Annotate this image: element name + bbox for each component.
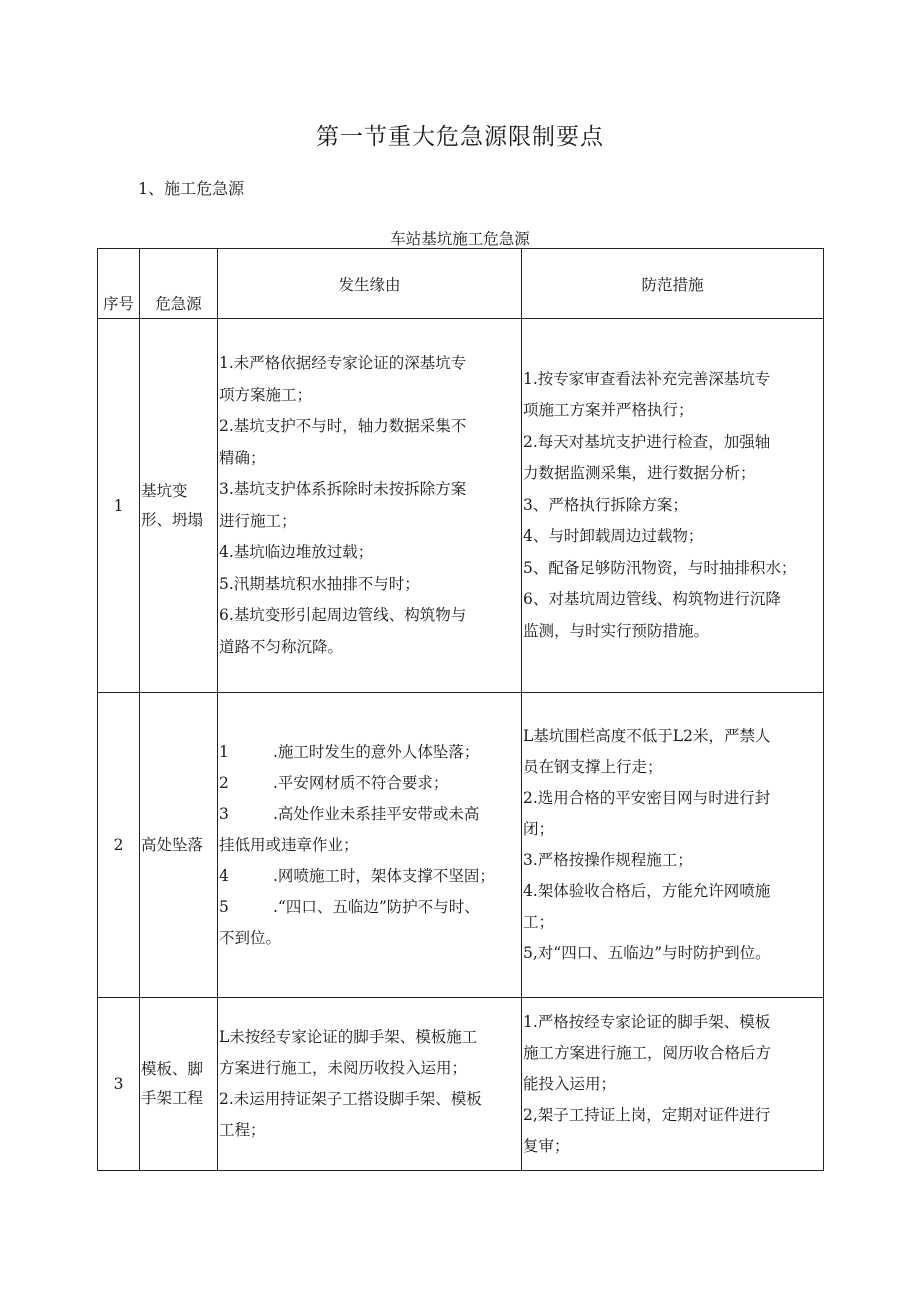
measure-line: 2.每天对基坑支护进行检查，加强轴 xyxy=(523,432,771,451)
measure-line: 5,对“四口、五临边”与时防护到位。 xyxy=(523,944,771,962)
cause-line xyxy=(219,861,520,892)
measure-line: 能投入运用； xyxy=(523,1074,617,1093)
cause-line: 方案进行施工，未阅历收投入运用； xyxy=(219,1059,468,1077)
row-measures xyxy=(522,319,824,693)
measure-line: 工； xyxy=(523,913,555,931)
cause-number: 1 xyxy=(219,742,229,761)
header-index: 序号 xyxy=(98,249,140,319)
cause-line: 进行施工； xyxy=(219,511,297,530)
cause-line: 2.基坑支护不与时，轴力数据采集不 xyxy=(219,417,467,435)
cause-line: 精确； xyxy=(219,448,266,467)
source-line: 高处坠落 xyxy=(141,835,204,854)
measure-line: 施工方案进行施工，阅历收合格后方 xyxy=(523,1043,772,1062)
table-caption: 车站基坑施工危急源 xyxy=(390,230,530,248)
measure-line: 2,架子工持证上岗，定期对证件进行 xyxy=(523,1105,771,1124)
measure-line: 1.按专家审查看法补充完善深基坑专 xyxy=(523,369,771,388)
measure-line: 6、对基坑周边管线、构筑物进行沉降 xyxy=(523,590,781,609)
row-cause xyxy=(218,998,522,1171)
section-heading: 1、施工危急源 xyxy=(138,179,245,198)
table-header-row xyxy=(98,249,824,319)
row-source xyxy=(140,319,218,693)
cause-number: 2 xyxy=(219,773,229,792)
measure-line: 项施工方案并严格执行； xyxy=(523,401,694,420)
cause-line xyxy=(219,737,520,768)
cause-number: 3 xyxy=(219,804,229,823)
row-source xyxy=(140,693,218,998)
row-measures xyxy=(522,998,824,1171)
header-source: 危急源 xyxy=(140,249,218,319)
cause-line xyxy=(219,799,520,830)
cause-line xyxy=(219,768,520,799)
cause-line: 4.基坑临边堆放过载； xyxy=(219,543,374,561)
measure-line: 3、严格执行拆除方案； xyxy=(523,495,688,514)
page-title: 第一节重大危急源限制要点 xyxy=(316,124,604,150)
cause-line: 3.基坑支护体系拆除时未按拆除方案 xyxy=(219,480,467,498)
cause-text: .施工时发生的意外人体坠落； xyxy=(273,742,480,761)
table-row xyxy=(98,998,824,1171)
cause-line: 5.汛期基坑积水抽排不与时； xyxy=(219,574,420,593)
cause-text: .“四口、五临边”防护不与时、 xyxy=(273,897,480,916)
cause-line xyxy=(219,892,520,923)
cause-number: 5 xyxy=(219,897,229,916)
table-row xyxy=(98,319,824,693)
source-line: 基坑变 xyxy=(141,481,188,500)
measure-line: 员在钢支撑上行走； xyxy=(523,758,663,776)
header-cause: 发生缘由 xyxy=(218,249,522,319)
measure-line: 5、配备足够防汛物资，与时抽排积水； xyxy=(523,558,797,577)
cause-text: .平安网材质不符合要求； xyxy=(273,773,449,792)
cause-line: L未按经专家论证的脚手架、模板施工 xyxy=(219,1028,478,1046)
table-row xyxy=(98,693,824,998)
cause-line: 6.基坑变形引起周边管线、构筑物与 xyxy=(219,606,467,624)
measure-line: 4.架体验收合格后，方能允许网喷施 xyxy=(523,882,771,900)
measure-line: 闭； xyxy=(523,820,555,838)
cause-number: 4 xyxy=(219,866,229,885)
cause-text: .高处作业未系挂平安带或未高 xyxy=(273,804,480,823)
measure-line: 1.严格按经专家论证的脚手架、模板 xyxy=(523,1012,771,1031)
measure-line: 3.严格按操作规程施工； xyxy=(523,851,693,869)
cause-line: 不到位。 xyxy=(219,928,282,947)
row-source xyxy=(140,998,218,1171)
row-index: 1 xyxy=(98,319,140,693)
row-index: 3 xyxy=(98,998,140,1171)
hazard-table xyxy=(97,248,824,1171)
measure-line: 2.选用合格的平安密目网与时进行封 xyxy=(523,789,771,807)
cause-line: 项方案施工； xyxy=(219,385,313,404)
measure-line: 力数据监测采集，进行数据分析； xyxy=(523,464,756,483)
row-cause xyxy=(218,693,522,998)
source-line: 形、坍塌 xyxy=(141,510,204,529)
measure-line: L基坑围栏高度不低于L2米，严禁人 xyxy=(523,727,771,745)
row-index: 2 xyxy=(98,693,140,998)
cause-line: 挂低用或违章作业； xyxy=(219,835,359,854)
source-line: 模板、脚 xyxy=(141,1060,204,1078)
row-cause xyxy=(218,319,522,693)
cause-line: 2.未运用持证架子工搭设脚手架、模板 xyxy=(219,1090,482,1108)
source-line: 手架工程 xyxy=(141,1089,204,1107)
measure-line: 监测，与时实行预防措施。 xyxy=(523,621,710,640)
cause-line: 1.未严格依据经专家论证的深基坑专 xyxy=(219,354,467,372)
cause-text: .网喷施工时，架体支撑不坚固； xyxy=(273,866,495,885)
cause-line: 道路不匀称沉降。 xyxy=(219,637,344,656)
measure-line: 复审； xyxy=(523,1136,570,1155)
measure-line: 4、与时卸载周边过载物； xyxy=(523,527,704,546)
cause-line: 工程； xyxy=(219,1121,266,1139)
row-measures xyxy=(522,693,824,998)
header-measures: 防范措施 xyxy=(522,249,824,319)
